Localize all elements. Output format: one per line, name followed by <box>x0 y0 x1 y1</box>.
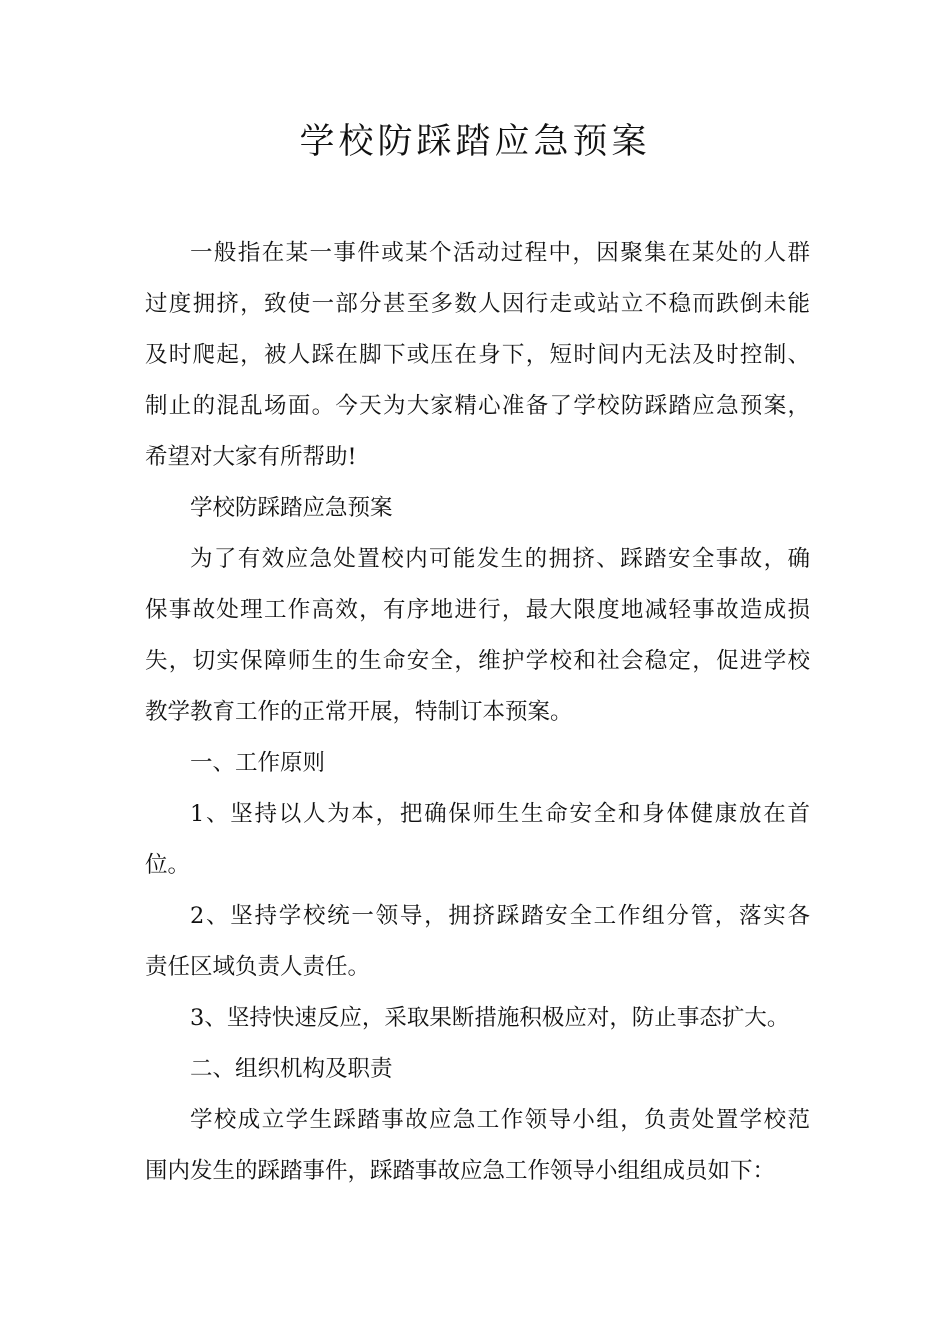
paragraph-line: 3、坚持快速反应，采取果断措施积极应对，防止事态扩大。 <box>190 1005 790 1031</box>
paragraph-line: 保事故处理工作高效，有序地进行，最大限度地减轻事故造成损 <box>145 597 810 623</box>
paragraph-line: 制止的混乱场面。今天为大家精心准备了学校防踩踏应急预案， <box>145 393 810 419</box>
paragraph-line: 一般指在某一事件或某个活动过程中，因聚集在某处的人群 <box>190 240 810 266</box>
paragraph <box>145 993 810 1044</box>
paragraph-line: 为了有效应急处置校内可能发生的拥挤、踩踏安全事故，确 <box>190 546 810 572</box>
paragraph-line: 学校防踩踏应急预案 <box>190 495 393 521</box>
paragraph-line: 希望对大家有所帮助! <box>145 444 357 470</box>
paragraph <box>145 228 810 483</box>
paragraph-line: 围内发生的踩踏事件，踩踏事故应急工作领导小组组成员如下： <box>145 1158 776 1184</box>
document-body <box>145 228 810 1197</box>
paragraph-line: 1、坚持以人为本，把确保师生生命安全和身体健康放在首 <box>190 801 810 827</box>
paragraph-line: 及时爬起，被人踩在脚下或压在身下，短时间内无法及时控制、 <box>145 342 810 368</box>
paragraph-line: 过度拥挤，致使一部分甚至多数人因行走或站立不稳而跌倒未能 <box>145 291 810 317</box>
paragraph <box>145 738 810 789</box>
paragraph-line: 责任区域负责人责任。 <box>145 954 371 980</box>
paragraph-line: 教学教育工作的正常开展，特制订本预案。 <box>145 699 573 725</box>
paragraph <box>145 1095 810 1197</box>
paragraph-line: 二、组织机构及职责 <box>190 1056 393 1082</box>
paragraph-line: 2、坚持学校统一领导，拥挤踩踏安全工作组分管，落实各 <box>190 903 810 929</box>
paragraph <box>145 534 810 738</box>
paragraph-line: 一、工作原则 <box>190 750 326 776</box>
paragraph-line: 学校成立学生踩踏事故应急工作领导小组，负责处置学校范 <box>190 1107 810 1133</box>
paragraph <box>145 789 810 891</box>
paragraph <box>145 891 810 993</box>
paragraph-line: 位。 <box>145 852 191 878</box>
paragraph-line: 失，切实保障师生的生命安全，维护学校和社会稳定，促进学校 <box>145 648 810 674</box>
document-title: 学校防踩踏应急预案 <box>299 122 651 162</box>
paragraph <box>145 483 810 534</box>
paragraph <box>145 1044 810 1095</box>
